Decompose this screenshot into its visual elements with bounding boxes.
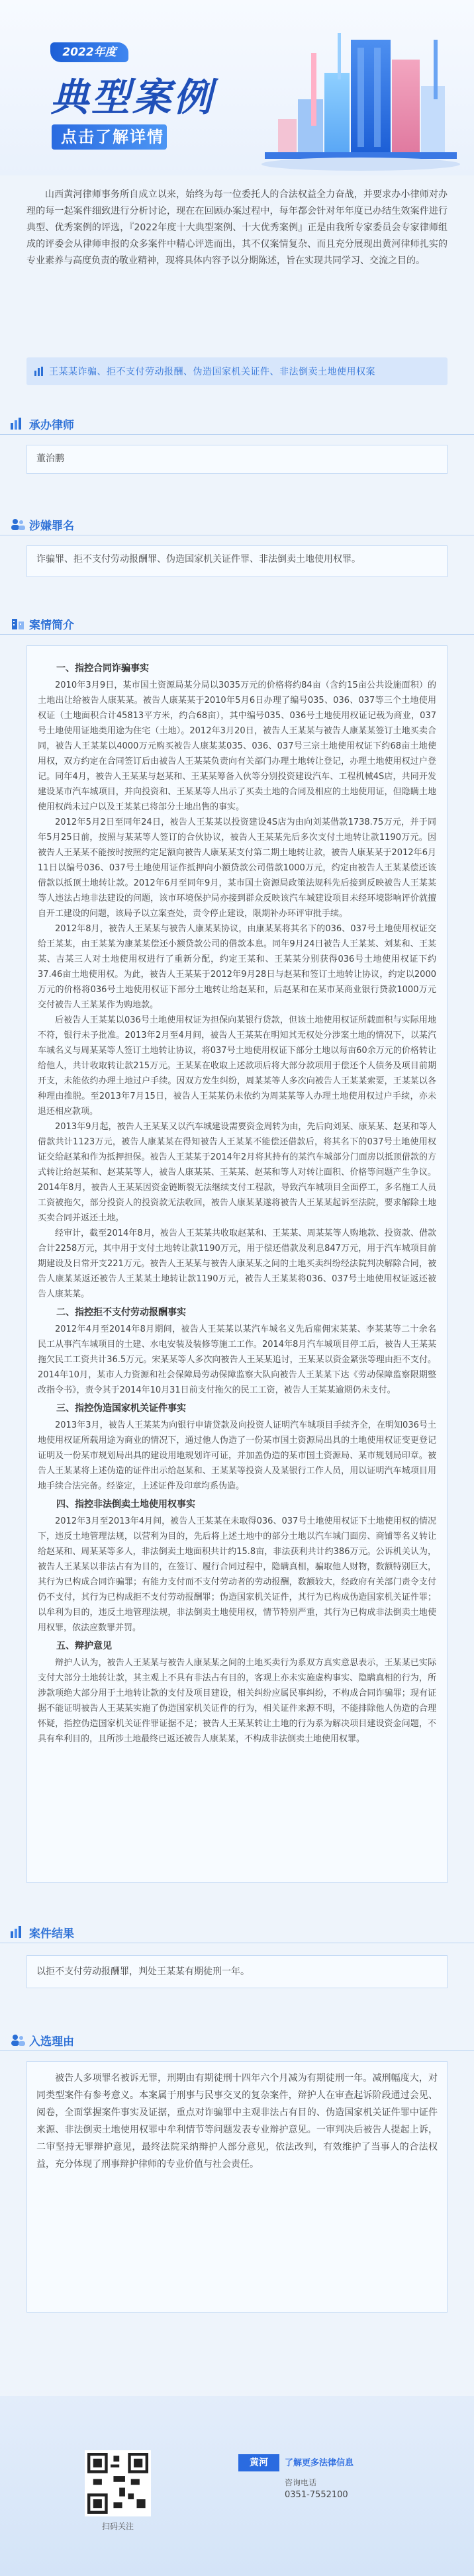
lawyer-box <box>26 445 448 474</box>
bars-icon <box>11 418 25 430</box>
case-paragraph: 2013年3月，被告人王某某为向银行申请贷款及向投资人证明汽车城项目手续齐全，在明知036号土地使用权证所载用途为商业的情况下，通过他人伪造了一份某市国土资源局出具的土地使用权证变更登记证明及一份某市规划局出具的建设用地规划许可证，并加盖伪造的某市国土资源局、某市规划局印章。被告人王某某将上述伪造的证件出示给赵某和、王某某等投资人及某银行工作人员，用以证明汽车城项目用地手续合法完备。经鉴定，上述证件及印章均系伪造。 <box>38 1420 436 1491</box>
contact-label: 咨询电话 <box>285 2478 317 2487</box>
charges-text: 诈骗罪、拒不支付劳动报酬罪、伪造国家机关证件罪、非法倒卖土地使用权罪。 <box>36 554 361 565</box>
review-box <box>26 2061 448 2313</box>
bars-icon <box>34 367 44 376</box>
case-subheading: 三、指控伪造国家机关证件事实 <box>56 1403 186 1414</box>
firm-logo: 黄河 <box>238 2454 279 2471</box>
case-paragraph: 后被告人王某某以036号土地使用权证为担保向某银行贷款，但该土地使用权证所载面积与实际用地不符，银行未予批准。2013年2月至4月间，被告人王某某在明知其无权处分涉案土地的情况下，以某汽车城名义与周某某等人签订土地转让协议，将037号土地使用权证下部分土地以每亩60余万元的价格转让给他人，共计收取转让款215万元。王某某在收取上述款项后将大部分款项用于偿还个人债务及项目前期开支，未能依约办理土地过户手续。因双方发生纠纷，周某某等人多次向被告人王某某索要，王某某以各种理由推脱。至2013年7月15日，被告人王某某仍未依约为周某某等人办理土地使用权过户手续，亦未退还相应款项。 <box>38 1015 436 1117</box>
case-description <box>26 645 448 1883</box>
section-case-title: 案情简介 <box>29 618 74 632</box>
section-review-title: 入选理由 <box>29 2035 74 2048</box>
section-result-title: 案件结果 <box>29 1927 74 1941</box>
contact-phone: 0351-7552100 <box>285 2490 348 2500</box>
qr-label: 扫码关注 <box>101 2522 134 2531</box>
section-divider <box>0 2050 474 2051</box>
section-review-header <box>0 2031 474 2049</box>
bars-icon <box>11 1926 25 1938</box>
people-icon <box>11 2034 25 2046</box>
section-result-header <box>0 1923 474 1941</box>
lawyer-name: 董治鹏 <box>36 453 64 464</box>
case-paragraph: 2013年9月起，被告人王某某又以汽车城建设需要资金周转为由，先后向刘某、康某某、赵某和等人借款共计1123万元，被告人康某某在得知被告人王某某不能偿还借款后，将其名下的037号土地使用权证交给赵某和作为抵押担保。被告人王某某于2014年2月将其持有的某汽车城部分门面房以抵顶借款的方式转让给赵某和、赵某某等人，被告人康某某、王某某、赵某和等人对转让面积、价格等问题产生争议。2014年8月，被告人王某某因资金链断裂无法继续支付工程款，导致汽车城项目全面停工，多名施工人员工资被拖欠，部分投资人的投资款无法收回，被告人康某某遂将被告人王某某起诉至法院，要求解除土地买卖合同并返还土地。 <box>38 1122 436 1223</box>
section-lawyer-header <box>0 414 474 433</box>
banner-title: 典型案例 <box>50 75 215 120</box>
case-paragraph: 2012年3月至2013年4月间，被告人王某某在未取得036、037号土地使用权证下土地使用权的情况下，违反土地管理法规，以营利为目的，先后将上述土地中的部分土地以汽车城门面房、商铺等名义转让给赵某和、周某某等多人，非法倒卖土地面积共计约15.8亩，非法获利共计约386万元。公诉机关认为，被告人王某某以非法占有为目的，在签订、履行合同过程中，隐瞒真相，骗取他人财物，数额特别巨大，其行为已构成合同诈骗罪；有能力支付而不支付劳动者的劳动报酬，数额较大，经政府有关部门责令支付仍不支付，其行为已构成拒不支付劳动报酬罪；伪造国家机关证件，其行为已构成伪造国家机关证件罪；以牟利为目的，违反土地管理法规，非法倒卖土地使用权，情节特别严重，其行为已构成非法倒卖土地使用权罪，依法应数罪并罚。 <box>38 1516 436 1633</box>
year-badge: 2022年度 <box>50 42 128 62</box>
case-paragraph: 2012年4月至2014年8月期间，被告人王某某以某汽车城名义先后雇佣宋某某、李某某等二十余名民工从事汽车城项目的土建、水电安装及装修等施工工作。2014年8月汽车城项目停工后，被告人王某某拖欠民工工资共计36.5万元。宋某某等人多次向被告人王某某追讨，王某某以资金紧张等理由拒不支付。2014年10月，某市人力资源和社会保障局劳动保障监察大队向被告人王某某下达《劳动保障监察限期整改指令书》，责令其于2014年10月31日前支付拖欠的民工工资，被告人王某某逾期仍未支付。 <box>38 1324 436 1395</box>
charges-box <box>26 545 448 577</box>
case-paragraph: 2012年5月2日至同年24日，被告人王某某以投资建设4S店为由向刘某借款1738.75万元，并于同年5月25日前，按照与某某等人签订的合伙协议，被告人王某某先后多次支付土地转让款1190万元。因被告人王某某不能按时按照约定足额向被告人康某某支付第二期土地转让款，被告人康某某于2012年6月11日以编号036、037号土地使用证作抵押向小额贷款公司借款1000万元，约定由被告人王某某偿还该借款以抵顶土地转让款。2012年6月至同年9月，某市国土资源局政策法规科先后接到反映被告人王某某等人违法占地非法建设的问题，该市环境保护局亦接到群众反映该汽车城建设项目未经环境影响评价就擅自开工建设的问题，该局予以立案查处，责令停止建设，限期补办环评审批手续。 <box>38 817 436 919</box>
section-charges-header <box>0 515 474 533</box>
qr-code-icon[interactable] <box>85 2450 151 2516</box>
section-divider <box>0 434 474 435</box>
case-subheading: 五、辩护意见 <box>56 1641 112 1651</box>
result-box <box>26 1955 448 1988</box>
case-paragraph: 辩护人认为，被告人王某某与被告人康某某之间的土地买卖行为系双方真实意思表示，王某某已实际支付大部分土地转让款，其主观上不具有非法占有目的，客观上亦未实施虚构事实、隐瞒真相的行为，所涉款项绝大部分用于土地转让款的支付及项目建设，相关纠纷应属民事纠纷，不构成合同诈骗罪；现有证据不能证明被告人王某某实施了伪造国家机关证件的行为，相关证件来源不明，不能排除他人伪造的合理怀疑，指控伪造国家机关证件罪证据不足；被告人王某某转让土地的行为系为解决项目建设资金问题，不具有牟利目的，且所涉土地最终已返还被告人康某某，不构成非法倒卖土地使用权罪。 <box>38 1658 436 1744</box>
footer-slogan: 了解更多法律信息 <box>285 2458 354 2468</box>
building-icon <box>11 618 25 629</box>
case-title-text: 王某某诈骗、拒不支付劳动报酬、伪造国家机关证件、非法倒卖土地使用权案 <box>49 367 375 377</box>
case-paragraph: 2012年8月，被告人王某某与被告人康某某协议，由康某某将其名下的036、037号土地使用权证交给王某某，由王某某为康某某偿还小额贷款公司的借款本息。同年9月24日被告人王某某、刘某和、王某某、吉某三人对土地使用权进行了重新分配，约定王某和、王某某分别获得036号土地使用权证下约37.46亩土地使用权。为此，被告人王某某于2012年9月28日与赵某和签订土地转让协议，约定以2000万元的价格将036号土地使用权证下部分土地转让给赵某和，后赵某和在某市某商业银行贷款1000万元交付被告人王某某作为购地款。 <box>38 924 436 1010</box>
banner[interactable] <box>0 0 474 175</box>
section-divider <box>0 634 474 635</box>
footer <box>0 2396 474 2576</box>
section-case-header <box>0 614 474 633</box>
case-subheading: 二、指控拒不支付劳动报酬事实 <box>56 1307 186 1318</box>
case-subheading: 四、指控非法倒卖土地使用权事实 <box>56 1499 195 1510</box>
case-paragraph: 2010年3月9日，某市国土资源局某分局以3035万元的价格将约84亩（含约15亩公共设施面积）的土地出让给被告人康某某。被告人康某某于2010年5月6日办理了编号035、036、037等三个土地使用权证（土地面积合计45813平方米，约合68亩），其中编号035、036号土地使用权证记载为商业，037号土地使用证地类用途为住宅（土地）。2012年3月20日，被告人王某某与被告人康某某签订土地买卖合同，被告人王某某以4000万元购买被告人康某某035、036、037号三宗土地使用权证下约68亩土地使用权，双方约定在合同签订后由被告人王某某负责向有关部门办理土地转让登记，办理土地使用权过户登记。同年4月，被告人王某某与赵某和、王某某筹备入伙等分别投资建设汽车、工程机械4S店，共同开发建设某市汽车城项目，并向投资和、王某某等人出示了买卖土地的合同及相应的土地使用证，但隐瞒土地使用权尚未过户以及王某某已将部分土地出售的事实。 <box>38 680 436 812</box>
banner-cta[interactable]: 点击了解详情 <box>52 124 167 150</box>
section-lawyer-title: 承办律师 <box>29 418 74 432</box>
case-subheading: 一、指控合同诈骗事实 <box>56 663 149 674</box>
people-icon <box>11 518 25 530</box>
intro-paragraph: 山西黄河律师事务所自成立以来，始终为每一位委托人的合法权益全力奋战，并要求办小律师对办理的每一起案件细致进行分析讨论，现在在回顾办案过程中，每年都会针对年年度已办结生效案件进行典型、优秀案例的评选，『2022年度十大典型案例、十大优秀案例』正是由我所专家委员会专家律师组成的评委会从律师申报的众多案件中精心评选而出，其不仅案情复杂、而且充分展现出黄河律师扎实的专业素养与高度负责的敬业精神，现将具体内容予以分期陈述，旨在实现共同学习、交流之目的。 <box>26 189 448 266</box>
review-text: 被告人多项罪名被诉无罪，刑期由有期徒刑十四年六个月减为有期徒刑一年。减刑幅度大，对同类型案件有参考意义。本案属于刑事与民事交叉的复杂案件，辩护人在审查起诉阶段通过会见、阅卷，全面掌握案件事实及证据，重点对诈骗罪中主观非法占有目的、伪造国家机关证件罪中证件来源、非法倒卖土地使用权罪中牟利情节等问题发表专业辩护意见。一审判决后被告人提起上诉，二审坚持无罪辩护意见，最终法院采纳辩护人部分意见，依法改判，有效维护了当事人的合法权益，充分体现了刑事辩护律师的专业价值与社会责任。 <box>36 2073 438 2170</box>
result-text: 以拒不支付劳动报酬罪，判处王某某有期徒刑一年。 <box>36 1966 250 1977</box>
case-title-bar <box>26 357 448 385</box>
city-skyline-illustration <box>252 13 463 175</box>
section-charges-title: 涉嫌罪名 <box>29 519 74 533</box>
case-paragraph: 经审计，截至2014年8月，被告人王某某共收取赵某和、王某某、周某某等人购地款、投资款、借款合计2258万元，其中用于支付土地转让款1190万元，用于偿还借款及利息847万元，用于汽车城项目前期建设及日常开支221万元。被告人王某某与被告人康某某之间的土地买卖纠纷经法院判决解除合同，被告人康某某返还被告人王某某土地转让款1190万元，被告人王某某将036、037号土地使用权证返还被告人康某某。 <box>38 1228 436 1299</box>
